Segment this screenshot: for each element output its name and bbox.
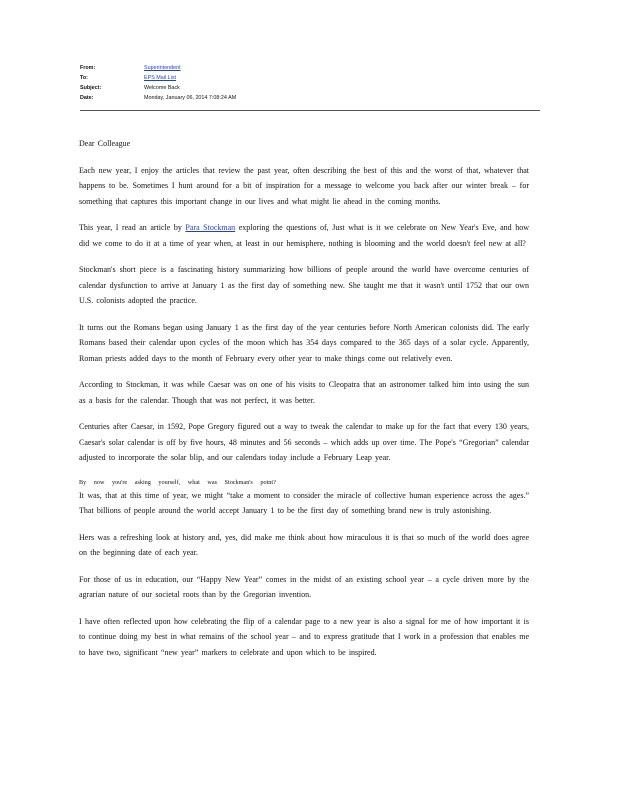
date-label: Date: [80,95,94,101]
subject-label: Subject: [80,85,102,91]
paragraph-8: Hers was a refreshing look at history and, yes, did make me think about how miraculous it is that so much of the world does agree on the beginning date of each year. [79,532,529,557]
paragraph-1: Each new year, I enjoy the articles that review the past year, often describing the best of this and the worst of that, whatever that happens to be. Sometimes I hunt around for a bit of inspiration for a message to welcome you back after our winter break – for something that captures this important change in our lives and what might lie ahead in the coming months. [79,165,529,206]
from-value-link[interactable]: Superintendent [144,65,181,71]
subject-value: Welcome Back [144,85,180,91]
date-value: Monday, January 06, 2014 7:08:24 AM [144,95,237,101]
paragraph-3: Stockman's short piece is a fascinating history summarizing how billions of people around the world have overcome centuries of calendar dysfunction to arrive at January 1 as the first day of something new. She taught me that it wasn't until 1752 that our own U.S. colonists adopted the practice. [79,265,529,305]
paragraph-5: According to Stockman, it was while Caesar was on one of his visits to Cleopatra that an astronomer talked him into using the sun as a basis for the calendar. Though that was not perfect, it was better. [79,380,529,405]
paragraph-7: It was, that at this time of year, we might “take a moment to consider the miracle of collective human experience across the ages.” That billions of people around the world accept January 1 to be the first day of something brand new is truly astonishing. [79,490,529,515]
email-header [80,63,540,103]
header-divider [80,110,540,111]
subject-row [80,83,540,93]
paragraph-2-intro: This year, I read an article by [79,223,186,232]
author-link[interactable]: Para Stockman [185,223,236,232]
paragraph-2-rest: exploring the questions of, Just what is it we celebrate on New Year's Eve, and how did we come to do it at a time of year when, at least in our hemisphere, nothing is blooming and the world doesn't feel new at all? [79,223,529,248]
greeting: Dear Colleague [79,139,131,148]
from-row [80,63,540,73]
paragraph-6: Centuries after Caesar, in 1592, Pope Gregory figured out a way to tweak the calendar to make up for the fact that every 130 years, Caesar's solar calendar is off by five hours, 48 minutes and 56 seconds – which adds up over time. The Pope's “Gregorian” calendar adjusted to incorporate the solar blip, and our calendars today include a February Leap year. [79,422,529,462]
paragraph-2 [79,220,529,251]
from-label: From: [80,65,96,71]
paragraph-10: I have often reflected upon how celebrating the flip of a calendar page to a new year is also a signal for me of how important it is to continue doing my best in what remains of the school year – and to express gratitude that I work in a profession that enables me to have two, significant “new year” markers to celebrate and upon which to be inspired. [79,616,529,657]
letter-body [79,136,529,671]
to-value-link[interactable]: EPS Mail List [144,75,177,81]
paragraph-9: For those of us in education, our “Happy New Year” comes in the midst of an existing school year – a cycle driven more by the agrarian nature of our societal roots than by the Gregorian invention. [79,574,529,599]
to-label: To: [80,75,88,81]
paragraph-4: It turns out the Romans began using January 1 as the first day of the year centuries before North American colonists did. The early Romans based their calendar upon cycles of the moon which has 354 days compared to the 365 days of a solar cycle. Apparently, Roman priests added days to the month of February every other year to make things come out relatively even. [79,322,529,363]
date-row [80,93,540,103]
question-line: By now you're asking yourself, what was Stockman's point? [79,478,276,486]
to-row [80,73,540,83]
